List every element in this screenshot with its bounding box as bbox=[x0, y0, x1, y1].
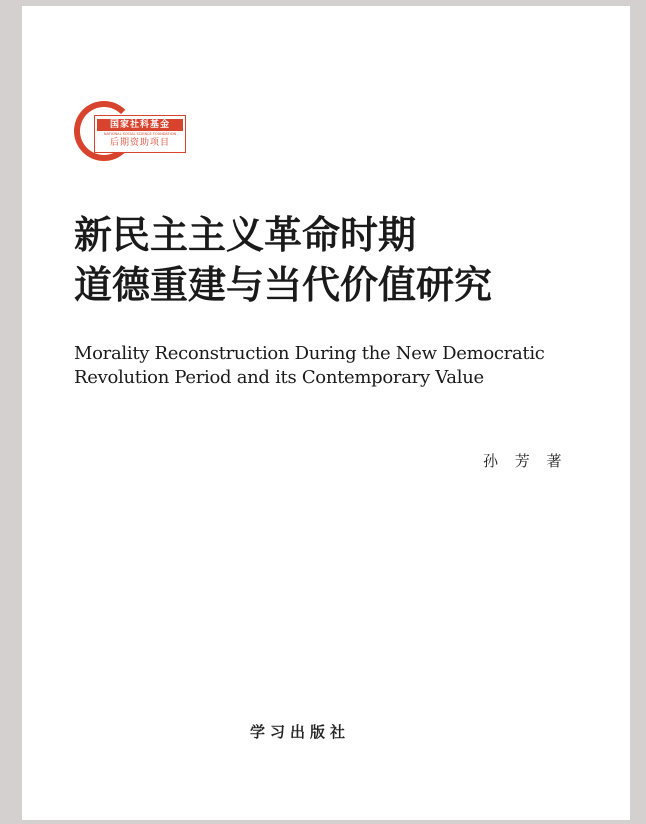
book-cover bbox=[22, 6, 630, 820]
badge-line-1: 国家社科基金 bbox=[97, 119, 183, 131]
english-title-line-2: Revolution Period and its Contemporary Value bbox=[74, 367, 484, 388]
english-title bbox=[74, 342, 614, 390]
english-title-line-1: Morality Reconstruction During the New Democratic bbox=[74, 343, 545, 364]
funding-badge-logo bbox=[74, 101, 184, 169]
chinese-title-line-2: 道德重建与当代价值研究 bbox=[74, 263, 493, 307]
chinese-title bbox=[74, 210, 614, 310]
publisher: 学习出版社 bbox=[250, 723, 351, 741]
author: 孙 芳 著 bbox=[483, 452, 568, 470]
badge-box bbox=[94, 115, 186, 153]
badge-line-3: 后期资助项目 bbox=[109, 138, 170, 148]
chinese-title-line-1: 新民主主义革命时期 bbox=[74, 213, 417, 257]
badge-line-2: NATIONAL SOCIAL SCIENCE FOUNDATION bbox=[103, 132, 177, 136]
